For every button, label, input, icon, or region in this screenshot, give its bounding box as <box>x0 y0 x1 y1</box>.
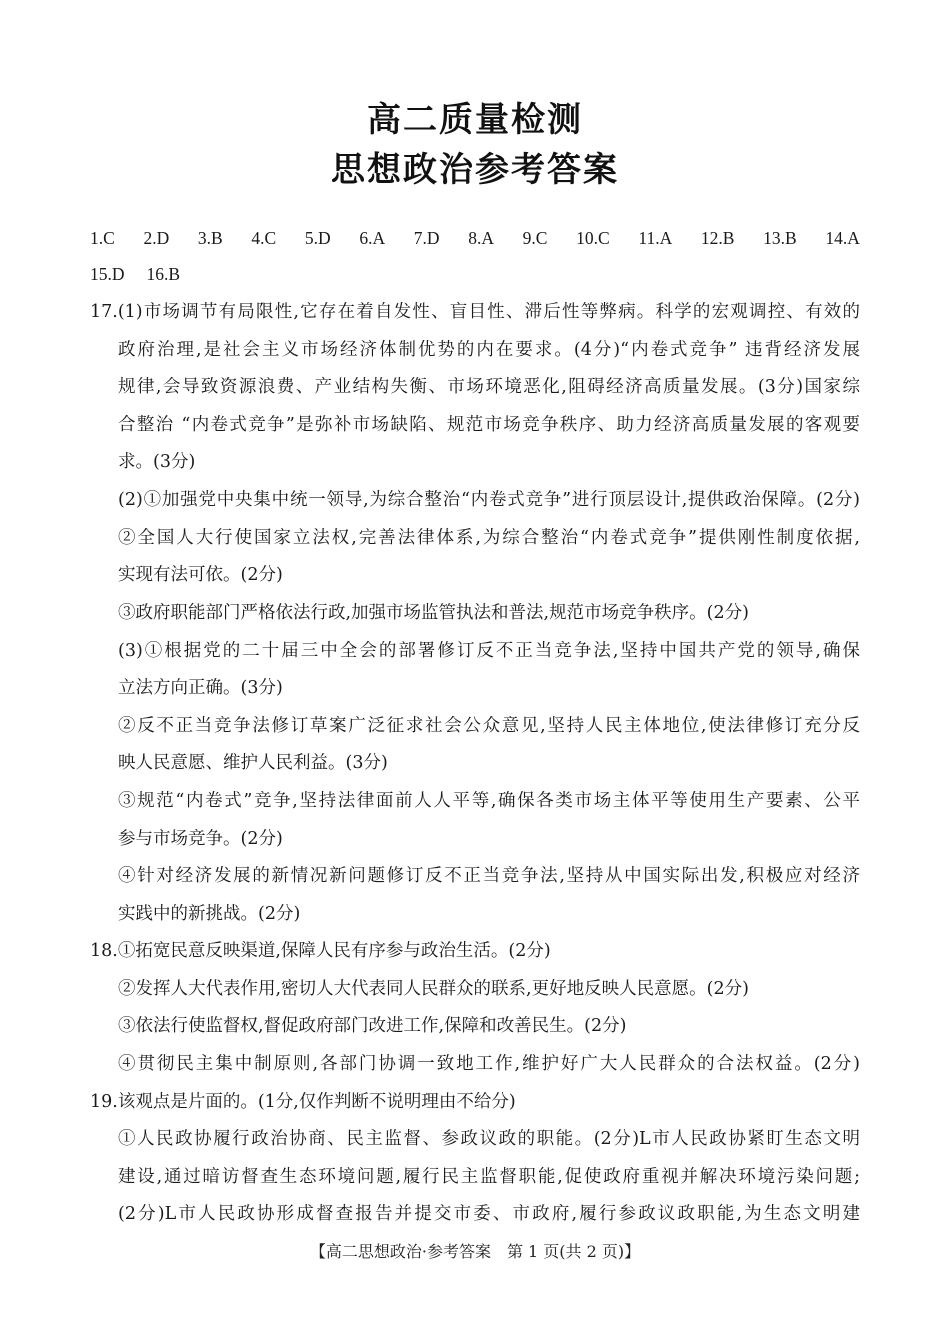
answer-line: 实现有法可依。(2分) <box>118 565 283 585</box>
answer-line: 实践中的新挑战。(2分) <box>118 904 301 924</box>
choice-answer: 6.A <box>359 228 386 248</box>
answer-line: 参与市场竞争。(2分) <box>118 829 283 849</box>
answer-line: (2)①加强党中央集中统一领导,为综合整治“内卷式竞争”进行顶层设计,提供政治保障。(2分) <box>118 490 860 510</box>
answer-line: ③政府职能部门严格依法行政,加强市场监管执法和普法,规范市场竞争秩序。(2分) <box>118 603 749 623</box>
choice-answer: 10.C <box>576 228 610 248</box>
answer-line: 合整治 “内卷式竞争”是弥补市场缺陷、规范市场竞争秩序、助力经济高质量发展的客观要 <box>118 415 860 435</box>
choice-answer: 14.A <box>825 228 860 248</box>
answer-line: 求。(3分) <box>118 452 196 472</box>
answer-line: ③规范“内卷式”竞争,坚持法律面前人人平等,确保各类市场主体平等使用生产要素、公平 <box>118 791 860 811</box>
answer-line: (3)①根据党的二十届三中全会的部署修订反不正当竞争法,坚持中国共产党的领导,确保 <box>118 641 860 661</box>
choice-answer: 1.C <box>90 228 115 248</box>
choice-answer: 7.D <box>413 228 440 248</box>
answer-line: ④针对经济发展的新情况新问题修订反不正当竞争法,坚持从中国实际出发,积极应对经济 <box>118 866 860 886</box>
answer-line: 建设,通过暗访督查生态环境问题,履行民主监督职能,促使政府重视并解决环境污染问题; <box>118 1167 860 1187</box>
answer-line: 政府治理,是社会主义市场经济体制优势的内在要求。(4分)“内卷式竞争” 违背经济发展 <box>118 340 860 360</box>
answer-line: 17.(1)市场调节有局限性,它存在着自发性、盲目性、滞后性等弊病。科学的宏观调控、有效的 <box>90 302 860 322</box>
choice-answer: 12.B <box>700 228 735 248</box>
choice-answer: 16.B <box>146 264 181 284</box>
answer-line: 规律,会导致资源浪费、产业结构失衡、市场环境恶化,阻碍经济高质量发展。(3分)国家综 <box>118 377 860 397</box>
choice-answer: 15.D <box>90 264 125 284</box>
choice-answers-row-2 <box>90 264 860 285</box>
answer-line: 19.该观点是片面的。(1分,仅作判断不说明理由不给分) <box>90 1092 516 1112</box>
answer-line: 18.①拓宽民意反映渠道,保障人民有序参与政治生活。(2分) <box>90 941 551 961</box>
choice-answer: 9.C <box>522 228 548 248</box>
choice-answer: 5.D <box>304 228 331 248</box>
choice-answer: 4.C <box>251 228 277 248</box>
answer-line: 映人民意愿、维护人民利益。(3分) <box>118 753 388 773</box>
answer-line: ②全国人大行使国家立法权,完善法律体系,为综合整治“内卷式竞争”提供刚性制度依据, <box>118 528 860 548</box>
answer-line: ④贯彻民主集中制原则,各部门协调一致地工作,维护好广大人民群众的合法权益。(2分) <box>118 1054 860 1074</box>
answer-line: (2分)L市人民政协形成督查报告并提交市委、市政府,履行参政议政职能,为生态文明建 <box>118 1204 860 1224</box>
choice-answer: 2.D <box>143 228 170 248</box>
answer-line: ②反不正当竞争法修订草案广泛征求社会公众意见,坚持人民主体地位,使法律修订充分反 <box>118 716 860 736</box>
choice-answer: 11.A <box>638 228 673 248</box>
page-subtitle: 思想政治参考答案 <box>331 150 619 190</box>
answer-line: 立法方向正确。(3分) <box>118 678 283 698</box>
choice-answers-row-1 <box>90 228 860 249</box>
choice-answer: 3.B <box>197 228 223 248</box>
answer-line: ②发挥人大代表作用,密切人大代表同人民群众的联系,更好地反映人民意愿。(2分) <box>118 979 749 999</box>
answer-line: ①人民政协履行政治协商、民主监督、参政议政的职能。(2分)L市人民政协紧盯生态文明 <box>118 1129 860 1149</box>
choice-answer: 13.B <box>763 228 797 248</box>
page-footer: 【高二思想政治·参考答案 第 1 页(共 2 页)】 <box>309 1242 641 1261</box>
answer-line: ③依法行使监督权,督促政府部门改进工作,保障和改善民生。(2分) <box>118 1016 627 1036</box>
page-title: 高二质量检测 <box>367 100 583 140</box>
choice-answer: 8.A <box>468 228 494 248</box>
